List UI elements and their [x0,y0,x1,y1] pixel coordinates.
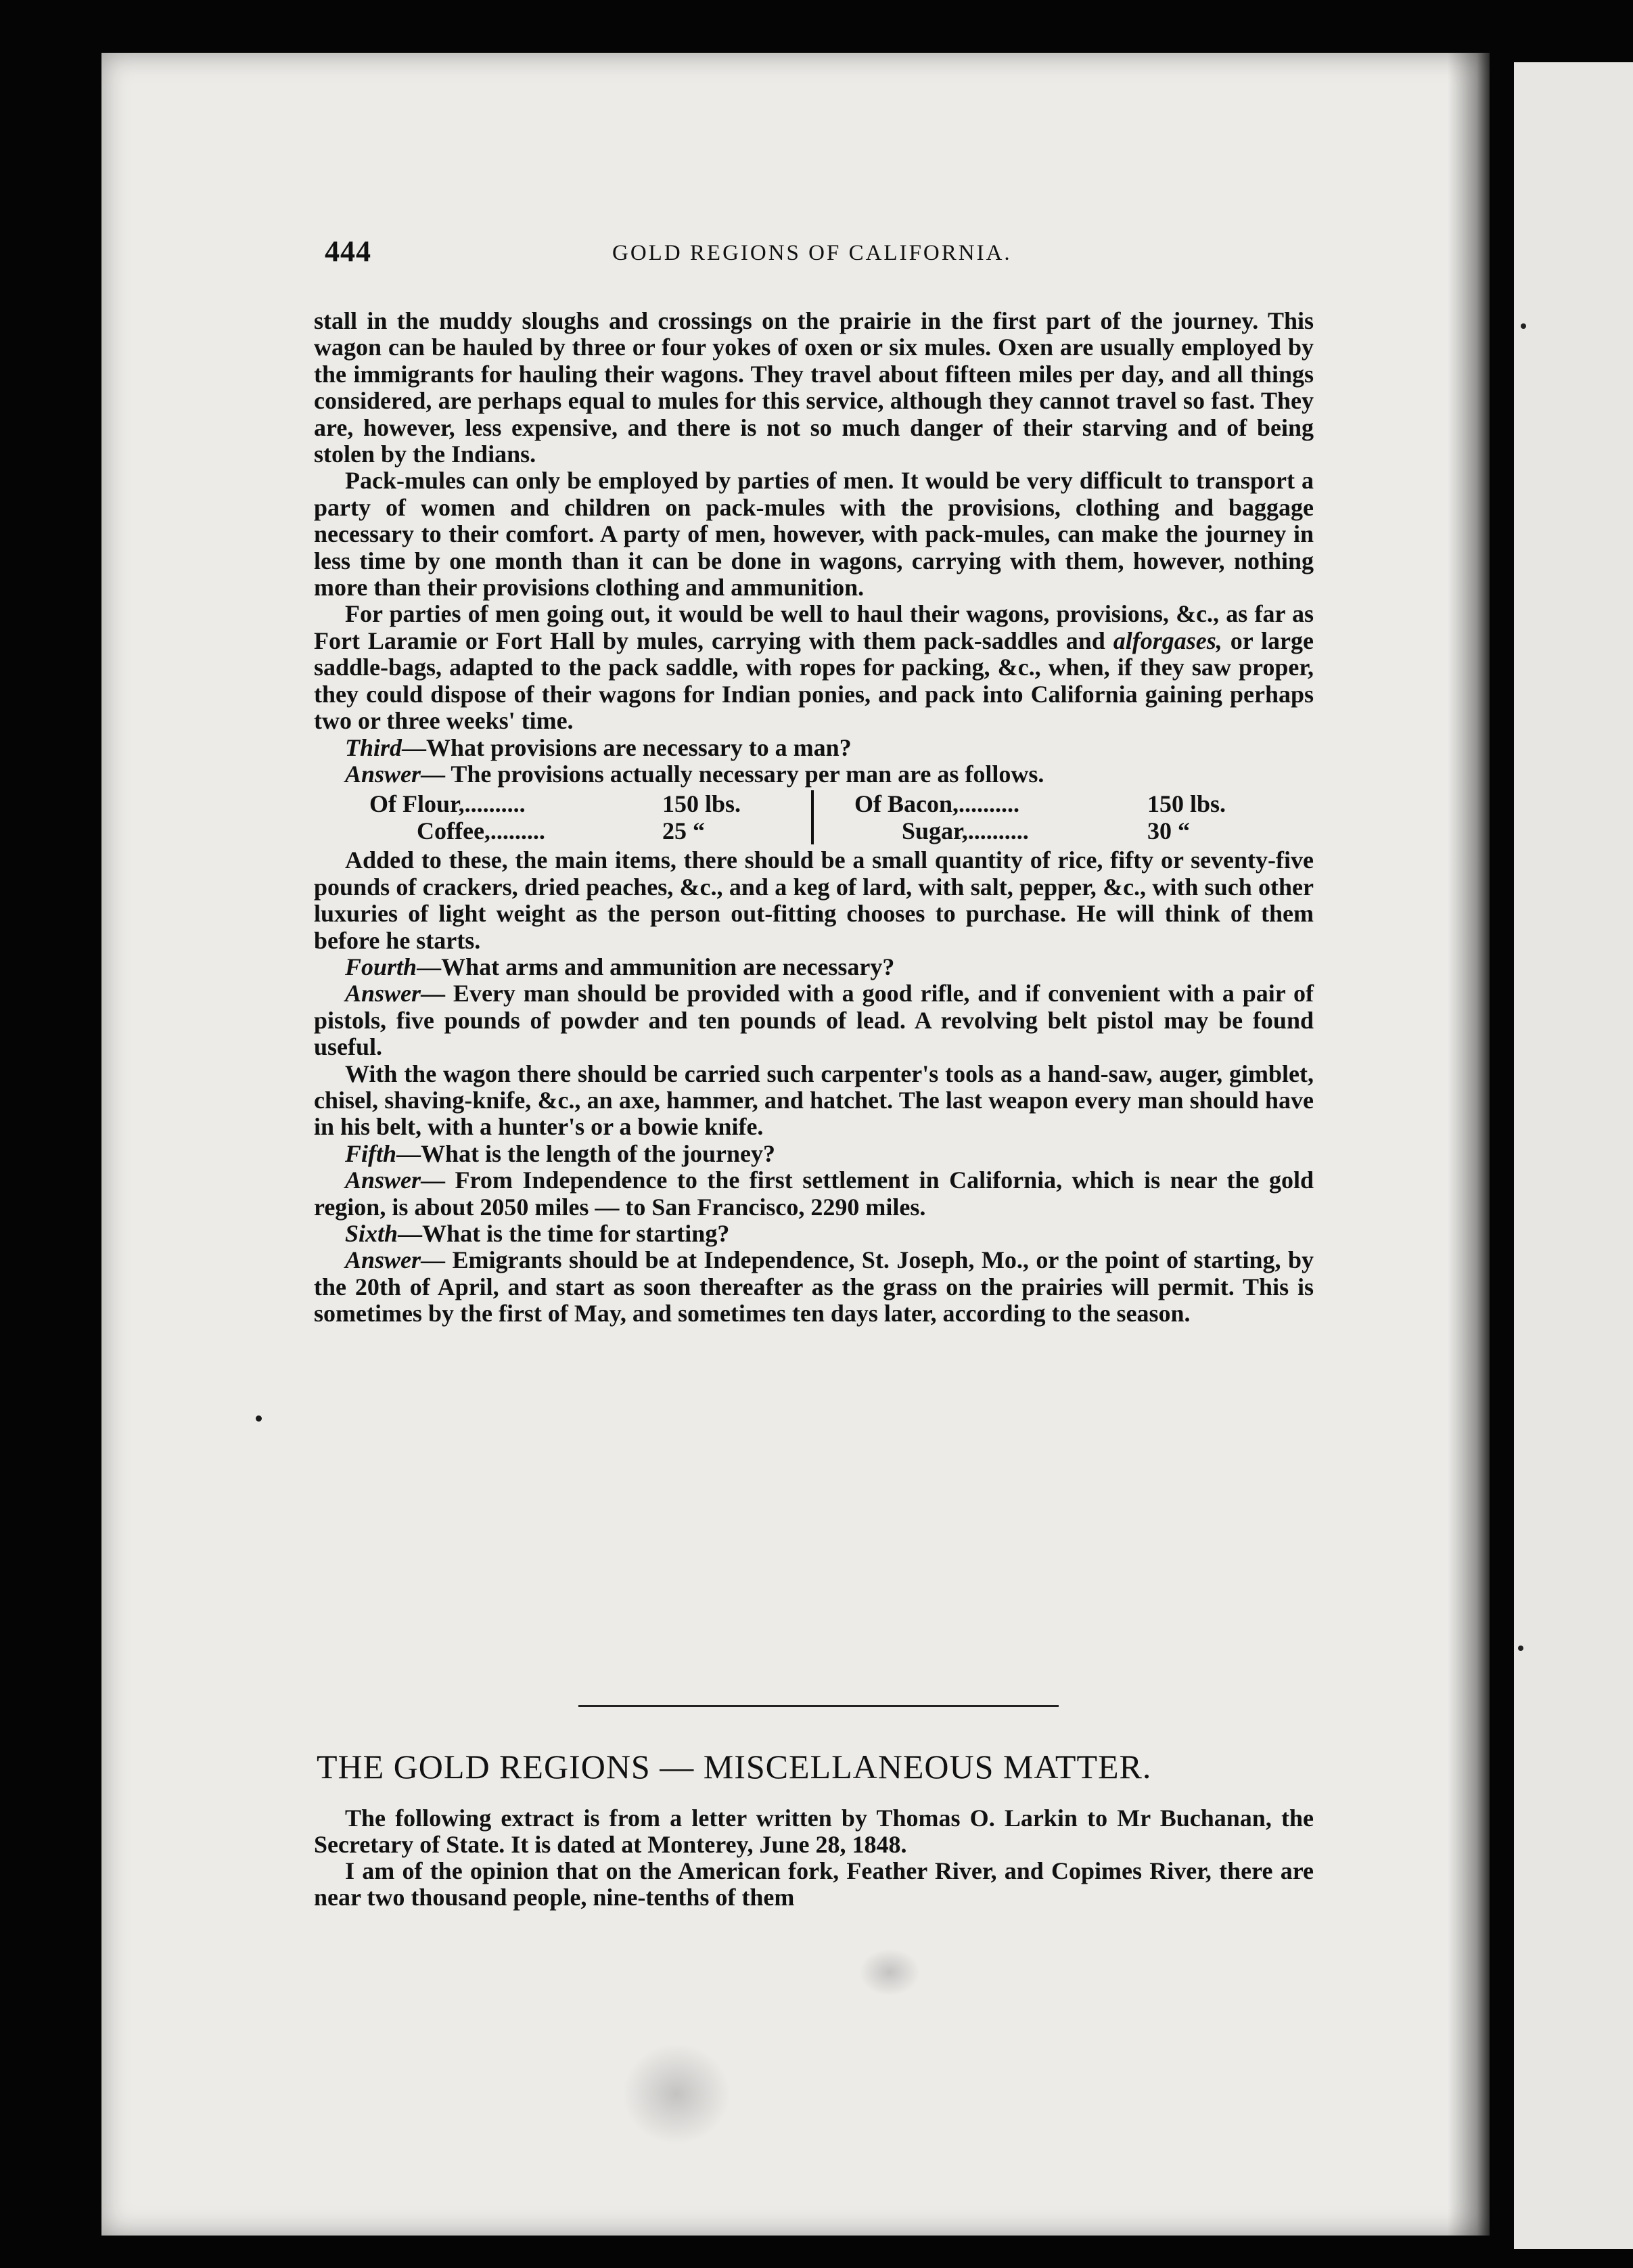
question-text: —What provisions are necessary to a man? [402,733,852,761]
margin-speck [256,1415,262,1422]
answer-text: — Every man should be provided with a good rifle, and if convenient with a pair of pistols, five pounds of powder and ten pounds of lead. A revolving belt pistol may be found useful. [314,980,1314,1061]
page-number: 444 [325,235,371,268]
provision-item: Sugar,.......... [902,817,1029,844]
answer [314,761,1314,788]
provision-item: Of Bacon,.......... [854,790,1020,817]
page-body [314,308,1314,1328]
question-label: Fourth [345,953,417,980]
question [314,1221,1314,1247]
section-divider-rule [578,1705,1059,1707]
paragraph: Pack-mules can only be employed by parties of men. It would be very difficult to transport a party of women and children on pack-mules with the provisions, clothing and baggage necessary to their comfort. A party of men, however, with pack-mules, can make the journey in less time by one month than it can be done in wagons, carrying with them, however, nothing more than their provisions clothing and ammunition. [314,467,1314,602]
section-body [314,1805,1314,1911]
running-title: GOLD REGIONS OF CALIFORNIA. [612,241,1012,265]
answer [314,1247,1314,1327]
answer-text: — The provisions actually necessary per man are as follows. [421,760,1044,788]
question-label: Third [345,733,402,761]
paragraph: Added to these, the main items, there should be a small quantity of rice, fifty or seventy-five pounds of crackers, dried peaches, &c., and a keg of lard, with salt, pepper, &c., with such other luxuries of light weight as the person out-fitting chooses to purchase. He will think of them before he starts. [314,846,1314,954]
paragraph: With the wagon there should be carried such carpenter's tools as a hand-saw, auger, gimblet, chisel, shaving-knife, &c., an axe, hammer, and hatchet. The last weapon every man should have in his belt, with a hunter's or a bowie knife. [314,1060,1314,1141]
answer [314,1167,1314,1221]
provisions-row [854,817,1289,844]
ink-smudge [622,2043,731,2145]
section-heading: THE GOLD REGIONS — MISCELLANEOUS MATTER. [317,1748,1152,1786]
question-text: —What arms and ammunition are necessary? [417,953,895,980]
question [314,1141,1314,1167]
page-fold-shadow [1448,53,1490,2236]
facing-page [1514,62,1633,2249]
answer-text: — Emigrants should be at Independence, St. Joseph, Mo., or the point of starting, by the 20th of April, and start as soon thereafter as the grass on the prairies will permit. This is sometimes by the first of May, and sometimes ten days later, according to the season. [314,1246,1314,1328]
answer-label: Answer [345,1246,421,1274]
answer-label: Answer [345,760,421,788]
provisions-column-left [369,790,804,844]
provision-item: Of Flour,.......... [369,790,526,817]
answer [314,980,1314,1060]
answer-label: Answer [345,1166,421,1194]
facing-page-mark [1521,323,1526,329]
question [314,735,1314,761]
provisions-row [854,790,1289,817]
ink-smudge [859,1949,920,1996]
provisions-table [369,790,1289,844]
provisions-row [369,790,804,817]
paragraph: I am of the opinion that on the American fork, Feather River, and Copimes River, there are near two thousand people, nine-tenths of them [314,1857,1314,1911]
question-text: —What is the length of the journey? [396,1139,776,1167]
paragraph [314,601,1314,734]
question-text: —What is the time for starting? [398,1220,730,1247]
running-head [325,234,1312,275]
question-label: Fifth [345,1139,397,1167]
provision-quantity: 150 lbs. [1147,790,1226,817]
answer-text: — From Independence to the first settlement in California, which is near the gold region, is about 2050 miles — to San Francisco, 2290 miles. [314,1166,1314,1221]
paragraph: The following extract is from a letter written by Thomas O. Larkin to Mr Buchanan, the Secretary of State. It is dated at Monterey, June 28, 1848. [314,1805,1314,1858]
provision-quantity: 30 “ [1147,817,1190,844]
paragraph-text: For parties of men going out, it would be well to haul their wagons, provisions, &c., as far as Fort Laramie or Fort Hall by mules, carrying with them pack-saddles and [314,600,1314,654]
provisions-column-right [811,790,1289,844]
paragraph: stall in the muddy sloughs and crossings on the prairie in the first part of the journey. This wagon can be hauled by three or four yokes of oxen or six mules. Oxen are usually employed by the immigrants for hauling their wagons. They travel about fifteen miles per day, and all things considered, are perhaps equal to mules for this service, although they cannot travel so fast. They are, however, less expensive, and there is not so much danger of their starving and of being stolen by the Indians. [314,307,1314,468]
provision-item: Coffee,......... [417,817,545,844]
provision-quantity: 150 lbs. [662,790,741,817]
question [314,954,1314,980]
provision-quantity: 25 “ [662,817,705,844]
question-label: Sixth [345,1220,398,1247]
italic-term: alforgases, [1113,627,1222,654]
answer-label: Answer [345,980,421,1007]
paragraph-text: or large saddle-bags, adapted to the pack saddle, with ropes for packing, &c., when, if they saw proper, they could dispose of their wagons for Indian ponies, and pack into California gaining perhaps two or three weeks' time. [314,627,1314,735]
facing-page-mark [1518,1646,1523,1651]
provisions-row [369,817,804,844]
